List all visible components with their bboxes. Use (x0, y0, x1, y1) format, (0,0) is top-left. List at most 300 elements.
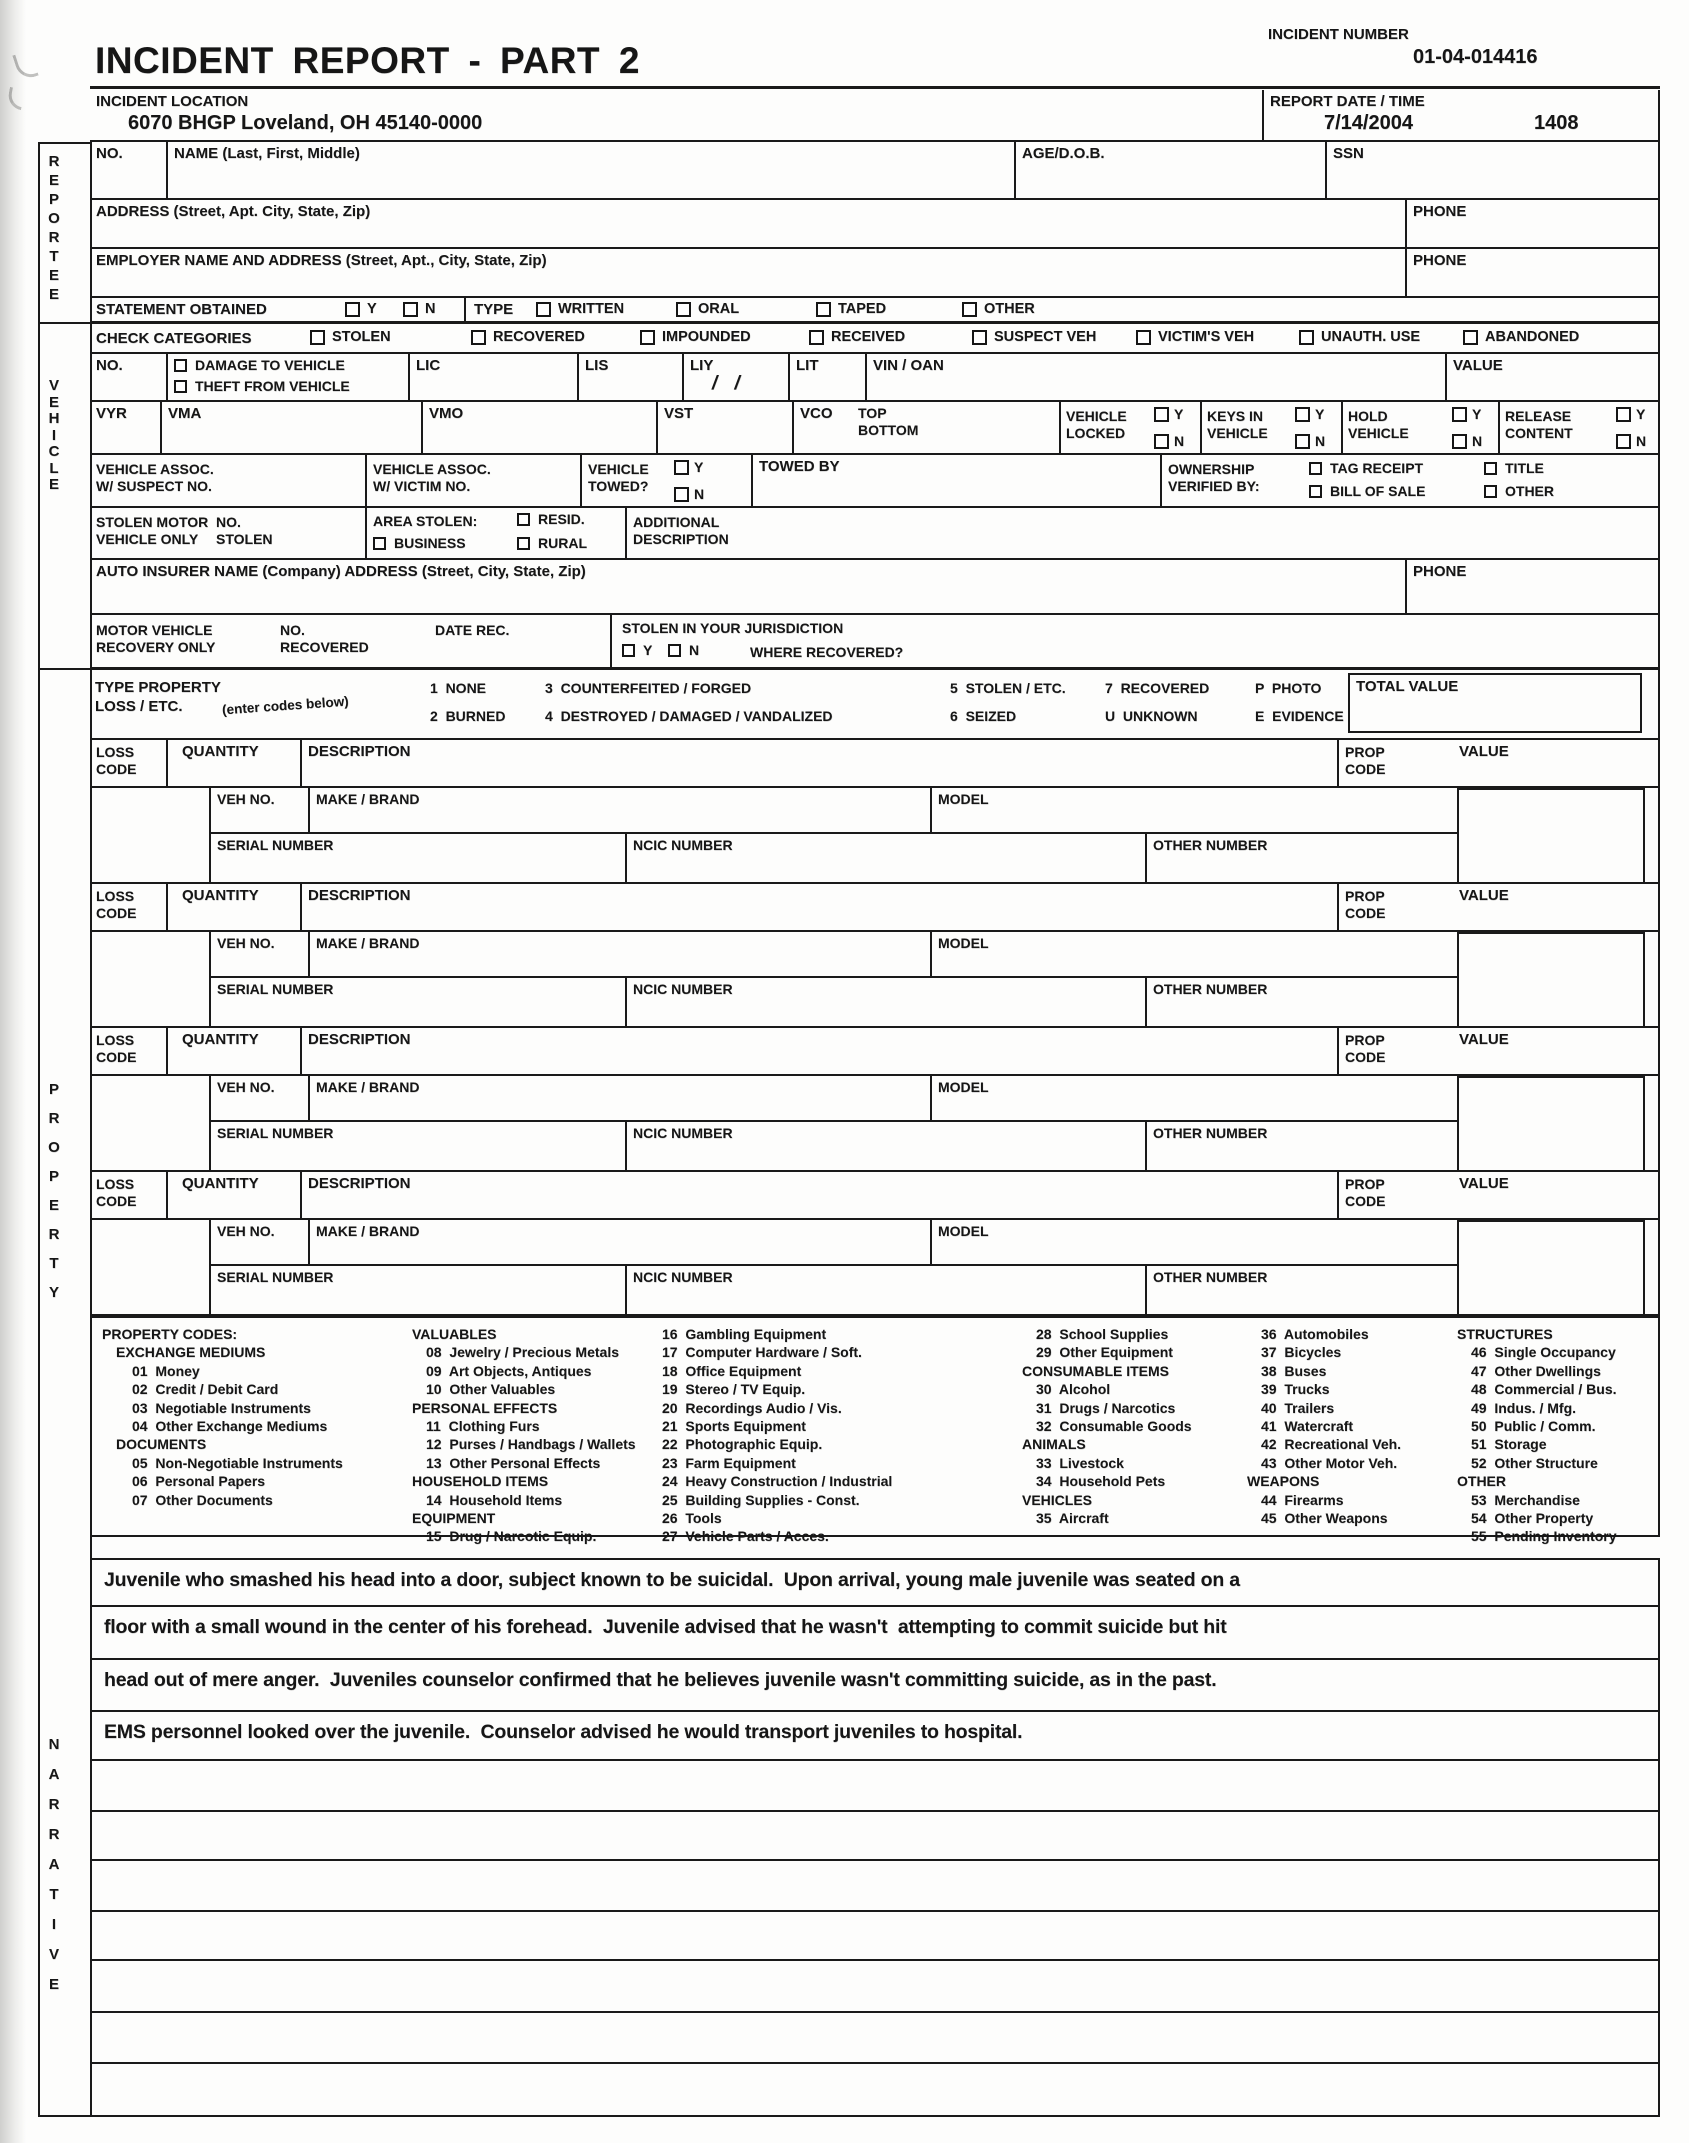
stolen-checkbox[interactable] (310, 330, 325, 345)
n-label: N (1315, 433, 1326, 449)
type-property-label (95, 678, 221, 716)
keys-label: KEYS IN (1207, 408, 1264, 424)
model-field[interactable] (930, 932, 1457, 978)
reportee-no-field[interactable] (90, 142, 166, 198)
y-label: Y (1472, 406, 1482, 422)
model-label: MODEL (938, 1223, 989, 1239)
legend-group: CONSUMABLE ITEMS (1022, 1362, 1169, 1379)
no-recovered-field[interactable] (280, 622, 369, 656)
other-checkbox[interactable] (1484, 485, 1497, 498)
lis-field[interactable] (577, 354, 682, 400)
property-block-veh-row (90, 1076, 1660, 1122)
ownership-verified-field[interactable] (1160, 455, 1305, 506)
narrative-blank-line (90, 2064, 1660, 2117)
locked-yes-checkbox[interactable] (1154, 407, 1169, 422)
rural-checkbox[interactable] (517, 537, 530, 550)
statement-obtained-row (90, 298, 1660, 324)
statement-other-checkbox[interactable] (962, 302, 977, 317)
prop-label: PROP (1345, 744, 1385, 760)
quantity-field[interactable] (166, 884, 300, 930)
veh-no-label: VEH NO. (217, 1079, 275, 1095)
resid-checkbox[interactable] (517, 513, 530, 526)
victims-veh-checkbox[interactable] (1136, 330, 1151, 345)
description-label: DESCRIPTION (308, 1031, 411, 1048)
legend-item: 37 Bicycles (1261, 1344, 1342, 1361)
other-option (1484, 483, 1554, 499)
statement-divider (464, 298, 466, 321)
ncic-number-label: NCIC NUMBER (633, 837, 733, 853)
release-no-checkbox[interactable] (1616, 434, 1631, 449)
incident-location-value: 6070 BHGP Loveland, OH 45140-0000 (128, 112, 483, 134)
make-brand-field[interactable] (308, 1220, 930, 1266)
vco-label: VCO (800, 405, 833, 422)
legend-item: 06 Personal Papers (132, 1473, 266, 1490)
vehicle-damage-theft-field (166, 354, 408, 400)
juris-yes-checkbox[interactable] (622, 644, 635, 657)
keys-yes (1295, 406, 1335, 422)
legend-item: 49 Indus. / Mfg. (1471, 1399, 1577, 1416)
keys-no-checkbox[interactable] (1295, 434, 1310, 449)
section-label-narrative: N A R R A T I V E (48, 1736, 60, 1993)
statement-oral-checkbox[interactable] (676, 302, 691, 317)
assoc-victim-field[interactable] (365, 455, 580, 506)
victims-veh-label: VICTIM'S VEH (1158, 329, 1255, 345)
prop-value-field[interactable] (1445, 1028, 1660, 1074)
enter-codes-note: (enter codes below) (221, 693, 350, 718)
damage-option (174, 357, 345, 373)
ncic-number-label: NCIC NUMBER (633, 1269, 733, 1285)
legend-column-2 (412, 1325, 636, 1546)
ncic-number-label: NCIC NUMBER (633, 1125, 733, 1141)
bill-of-sale-option (1309, 483, 1425, 499)
towed-label2: TOWED? (588, 478, 649, 494)
legend-column-3 (662, 1325, 892, 1546)
serial-number-label: SERIAL NUMBER (217, 837, 334, 853)
make-brand-field[interactable] (308, 932, 930, 978)
property-block-header (90, 1172, 1660, 1220)
statement-other-label: OTHER (984, 301, 1035, 317)
vco-field[interactable] (792, 402, 1059, 453)
stolen-motor-row (90, 508, 1660, 560)
prop-code-field[interactable] (1337, 1028, 1445, 1074)
theft-checkbox[interactable] (174, 380, 187, 393)
bill-of-sale-checkbox[interactable] (1309, 485, 1322, 498)
prop-label: PROP (1345, 1032, 1385, 1048)
model-field[interactable] (930, 788, 1457, 834)
reportee-employer-phone-field[interactable] (1405, 249, 1660, 296)
theft-option (174, 378, 350, 394)
legend-item: 27 Vehicle Parts / Acces. (662, 1528, 829, 1545)
vehicle-locked-label2: LOCKED (1066, 425, 1126, 441)
vehicle-value-field[interactable] (1445, 354, 1660, 400)
property-block-serial-row (90, 1266, 1660, 1316)
legend-item: 33 Livestock (1036, 1454, 1124, 1471)
prop-value-field[interactable] (1445, 884, 1660, 930)
other-number-label: OTHER NUMBER (1153, 1269, 1268, 1285)
top-bottom-label (858, 405, 918, 439)
narrative-blank-line (90, 1961, 1660, 2013)
ownership-label2: VERIFIED BY: (1168, 478, 1260, 494)
quantity-field[interactable] (166, 740, 300, 786)
prop-value-field[interactable] (1445, 740, 1660, 786)
juris-no-checkbox[interactable] (668, 644, 681, 657)
vyr-field[interactable] (90, 402, 160, 453)
incident-location-field[interactable] (90, 90, 1264, 140)
release-yes-checkbox[interactable] (1616, 407, 1631, 422)
model-label: MODEL (938, 935, 989, 951)
serial-number-field[interactable] (209, 834, 625, 882)
prop-code-field[interactable] (1337, 740, 1445, 786)
serial-number-label: SERIAL NUMBER (217, 1125, 334, 1141)
type-property-line2: LOSS / ETC. (95, 698, 183, 715)
legend-item: 43 Other Motor Veh. (1261, 1454, 1398, 1471)
towed-no-checkbox[interactable] (674, 487, 689, 502)
legend-group: PERSONAL EFFECTS (412, 1399, 558, 1416)
damage-label: DAMAGE TO VEHICLE (195, 357, 345, 373)
total-value-field[interactable] (1348, 673, 1642, 733)
legend-item: 15 Drug / Narcotic Equip. (426, 1528, 597, 1545)
received-checkbox[interactable] (809, 330, 824, 345)
legend-title: PROPERTY CODES: (102, 1326, 238, 1342)
veh-no-field[interactable] (209, 1076, 308, 1122)
prop-value-label: VALUE (1459, 1031, 1509, 1048)
vehicle-id-row (90, 354, 1660, 402)
vin-oan-field[interactable] (865, 354, 1445, 400)
model-field[interactable] (930, 1076, 1457, 1122)
loss-label2: CODE (96, 1193, 137, 1209)
check-categories-label: CHECK CATEGORIES (96, 330, 252, 347)
report-time-value: 1408 (1534, 112, 1579, 134)
legend-group: STRUCTURES (1457, 1326, 1553, 1342)
vehicle-value-label: VALUE (1453, 357, 1503, 374)
locked-no-checkbox[interactable] (1154, 434, 1169, 449)
date-rec-label[interactable]: DATE REC. (435, 622, 510, 638)
legend-item: 53 Merchandise (1471, 1491, 1580, 1508)
code-none: 1 NONE (430, 680, 487, 696)
reportee-phone-field[interactable] (1405, 200, 1660, 247)
additional-label2: DESCRIPTION (633, 531, 729, 547)
suspect-veh-checkbox[interactable] (972, 330, 987, 345)
title-checkbox[interactable] (1484, 462, 1497, 475)
towed-label: VEHICLE (588, 461, 649, 477)
legend-item: 30 Alcohol (1036, 1381, 1111, 1398)
other-number-field[interactable] (1145, 834, 1457, 882)
ncic-number-field[interactable] (625, 834, 1145, 882)
towed-yes-checkbox[interactable] (674, 460, 689, 475)
quantity-label: QUANTITY (182, 887, 259, 904)
reportee-age-dob-field[interactable] (1014, 142, 1325, 198)
incident-number-value: 01-04-014416 (1413, 46, 1538, 68)
insurer-phone-field[interactable] (1405, 560, 1660, 613)
legend-item: 22 Photographic Equip. (662, 1436, 823, 1453)
legend-item: 10 Other Valuables (426, 1381, 556, 1398)
recovery-divider (610, 615, 612, 667)
y-label: Y (1174, 406, 1184, 422)
make-brand-label: MAKE / BRAND (316, 935, 420, 951)
legend-group: EQUIPMENT (412, 1510, 496, 1527)
narrative-blank-line (90, 1861, 1660, 1912)
rural-option (517, 535, 587, 551)
property-block-serial-row (90, 834, 1660, 884)
release-no (1616, 433, 1656, 449)
loss-code-field[interactable] (90, 740, 166, 786)
serial-number-label: SERIAL NUMBER (217, 1269, 334, 1285)
loss-label2: CODE (96, 761, 137, 777)
quantity-label: QUANTITY (182, 1175, 259, 1192)
n-label: N (1174, 433, 1185, 449)
lic-field[interactable] (408, 354, 577, 400)
recovery-label: MOTOR VEHICLE (96, 622, 213, 638)
reportee-ssn-label: SSN (1333, 145, 1364, 162)
category-abandoned (1463, 329, 1579, 345)
make-brand-label: MAKE / BRAND (316, 791, 420, 807)
prop-value-label: VALUE (1459, 887, 1509, 904)
n-label: N (1472, 433, 1483, 449)
statement-yes-label: Y (367, 301, 377, 317)
description-field[interactable] (300, 1028, 1337, 1074)
quantity-field[interactable] (166, 1028, 300, 1074)
statement-yes-checkbox[interactable] (345, 302, 360, 317)
n-label: N (1636, 433, 1647, 449)
code-unknown: U UNKNOWN (1105, 708, 1198, 724)
hold-no-checkbox[interactable] (1452, 434, 1467, 449)
statement-obtained-label: STATEMENT OBTAINED (96, 301, 267, 318)
prop-value-label: VALUE (1459, 743, 1509, 760)
reportee-ssn-field[interactable] (1325, 142, 1660, 198)
statement-other-option (962, 301, 1035, 317)
hold-yes (1452, 406, 1492, 422)
category-recovered (471, 329, 585, 345)
prop-code-field[interactable] (1337, 884, 1445, 930)
prop-value-field[interactable] (1445, 1172, 1660, 1218)
liy-field[interactable] (682, 354, 788, 400)
veh-no-field[interactable] (209, 932, 308, 978)
legend-group: EXCHANGE MEDIUMS (116, 1344, 266, 1361)
legend-item: 45 Other Weapons (1261, 1510, 1388, 1527)
legend-group: VALUABLES (412, 1326, 497, 1342)
mv-recovery-row (90, 615, 1660, 670)
serial-number-field[interactable] (209, 1122, 625, 1170)
impounded-label: IMPOUNDED (662, 329, 751, 345)
damage-checkbox[interactable] (174, 359, 187, 372)
vmo-field[interactable] (421, 402, 656, 453)
make-brand-field[interactable] (308, 1076, 930, 1122)
impounded-checkbox[interactable] (640, 330, 655, 345)
veh-no-field[interactable] (209, 788, 308, 834)
no-stolen-field[interactable] (216, 514, 273, 548)
assoc-victim-label: VEHICLE ASSOC. (373, 461, 491, 477)
legend-item: 47 Other Dwellings (1471, 1362, 1601, 1379)
report-datetime-label: REPORT DATE / TIME (1270, 93, 1425, 110)
stolen-motor-label: STOLEN MOTOR (96, 514, 209, 530)
prop-label: PROP (1345, 888, 1385, 904)
tag-receipt-option (1309, 460, 1423, 476)
recovered-checkbox[interactable] (471, 330, 486, 345)
loss-code-field[interactable] (90, 1172, 166, 1218)
reportee-employer-field[interactable] (90, 249, 1405, 296)
property-block-header (90, 740, 1660, 788)
title-other-field (1480, 455, 1660, 506)
legend-item: 09 Art Objects, Antiques (426, 1362, 592, 1379)
reportee-name-field[interactable] (166, 142, 1014, 198)
legend-item: 50 Public / Comm. (1471, 1418, 1596, 1435)
auto-insurer-row (90, 560, 1660, 615)
category-impounded (640, 329, 751, 345)
legend-item: 46 Single Occupancy (1471, 1344, 1616, 1361)
ncic-number-field[interactable] (625, 1266, 1145, 1314)
reportee-name-label: NAME (Last, First, Middle) (174, 145, 360, 162)
legend-item: 26 Tools (662, 1510, 722, 1527)
loss-code-field[interactable] (90, 1028, 166, 1074)
insurer-phone-label: PHONE (1413, 563, 1467, 580)
y-label: Y (1636, 406, 1646, 422)
statement-oral-option (676, 301, 739, 317)
ownership-label: OWNERSHIP (1168, 461, 1255, 477)
n-label: N (689, 642, 700, 658)
vmo-label: VMO (429, 405, 464, 422)
legend-group: OTHER (1457, 1473, 1506, 1490)
code-recovered: 7 RECOVERED (1105, 680, 1210, 696)
assoc-suspect-field[interactable] (90, 455, 365, 506)
ncic-number-field[interactable] (625, 1122, 1145, 1170)
other-number-field[interactable] (1145, 1266, 1457, 1314)
towed-by-field[interactable] (751, 455, 1160, 506)
hold-yes-checkbox[interactable] (1452, 407, 1467, 422)
quantity-field[interactable] (166, 1172, 300, 1218)
where-recovered-label[interactable]: WHERE RECOVERED? (750, 644, 904, 660)
model-field[interactable] (930, 1220, 1457, 1266)
towed-yes (674, 459, 718, 475)
reportee-address-field[interactable] (90, 200, 1405, 247)
tag-receipt-checkbox[interactable] (1309, 462, 1322, 475)
serial-number-field[interactable] (209, 1266, 625, 1314)
page-title: INCIDENT REPORT - PART 2 (95, 40, 640, 81)
unauth-use-checkbox[interactable] (1299, 330, 1314, 345)
legend-item: 32 Consumable Goods (1036, 1418, 1192, 1435)
towed-by-label: TOWED BY (759, 458, 840, 475)
narrative-blank-line (90, 1812, 1660, 1861)
property-codes-legend (90, 1316, 1660, 1545)
lit-field[interactable] (788, 354, 865, 400)
legend-column-5 (1247, 1325, 1401, 1527)
area-stolen-field (365, 508, 625, 558)
legend-item: 25 Building Supplies - Const. (662, 1491, 860, 1508)
veh-no-field[interactable] (209, 1220, 308, 1266)
no-recovered-label: NO. (280, 622, 305, 638)
location-row (90, 90, 1660, 142)
legend-item: 55 Pending Inventory (1471, 1528, 1617, 1545)
legend-item: 28 School Supplies (1036, 1326, 1169, 1342)
reportee-address-row (90, 200, 1660, 249)
other-number-label: OTHER NUMBER (1153, 837, 1268, 853)
legend-item: 07 Other Documents (132, 1491, 273, 1508)
vst-label: VST (664, 405, 694, 422)
statement-oral-label: ORAL (698, 301, 740, 317)
statement-taped-checkbox[interactable] (816, 302, 831, 317)
liy-value: / / (712, 373, 746, 394)
stolen-motor-field (90, 508, 365, 558)
top-label: TOP (858, 405, 887, 421)
vst-field[interactable] (656, 402, 792, 453)
property-block-header (90, 1028, 1660, 1076)
loss-code-field[interactable] (90, 884, 166, 930)
legend-item: 31 Drugs / Narcotics (1036, 1399, 1176, 1416)
n-label: N (694, 486, 705, 502)
code-seized: 6 SEIZED (950, 708, 1017, 724)
model-label: MODEL (938, 791, 989, 807)
description-field[interactable] (300, 884, 1337, 930)
keys-yes-checkbox[interactable] (1295, 407, 1310, 422)
prop-value-label: VALUE (1459, 1175, 1509, 1192)
vma-field[interactable] (160, 402, 421, 453)
description-label: DESCRIPTION (308, 887, 411, 904)
vyr-label: VYR (96, 405, 127, 422)
legend-item: 41 Watercraft (1261, 1418, 1354, 1435)
statement-no-checkbox[interactable] (403, 302, 418, 317)
legend-group: ANIMALS (1022, 1436, 1086, 1453)
stolen-motor-label2: VEHICLE ONLY (96, 531, 199, 547)
lis-label: LIS (585, 357, 609, 374)
prop-label2: CODE (1345, 761, 1386, 777)
additional-description-field[interactable] (625, 508, 1660, 558)
legend-item: 04 Other Exchange Mediums (132, 1418, 328, 1435)
make-brand-field[interactable] (308, 788, 930, 834)
description-label: DESCRIPTION (308, 743, 411, 760)
veh-no-label: VEH NO. (217, 935, 275, 951)
legend-item: 29 Other Equipment (1036, 1344, 1173, 1361)
business-label: BUSINESS (394, 535, 466, 551)
business-checkbox[interactable] (373, 537, 386, 550)
legend-item: 52 Other Structure (1471, 1454, 1598, 1471)
statement-written-label: WRITTEN (558, 301, 625, 317)
reportee-no-label: NO. (96, 145, 123, 162)
prop-label: PROP (1345, 1176, 1385, 1192)
release-label2: CONTENT (1505, 425, 1573, 441)
legend-item: 13 Other Personal Effects (426, 1454, 601, 1471)
other-number-field[interactable] (1145, 978, 1457, 1026)
vehicle-no-field[interactable] (90, 354, 166, 400)
property-block-header (90, 884, 1660, 932)
legend-item: 54 Other Property (1471, 1510, 1594, 1527)
ncic-number-field[interactable] (625, 978, 1145, 1026)
rail-bottom-border (38, 2115, 90, 2117)
other-number-label: OTHER NUMBER (1153, 1125, 1268, 1141)
statement-no-label: N (425, 301, 436, 317)
auto-insurer-field[interactable] (90, 560, 1405, 613)
outer-left-border (38, 142, 40, 2117)
legend-item: 42 Recreational Veh. (1261, 1436, 1402, 1453)
description-field[interactable] (300, 1172, 1337, 1218)
loss-label2: CODE (96, 905, 137, 921)
title-underline (90, 86, 1660, 89)
make-brand-label: MAKE / BRAND (316, 1079, 420, 1095)
prop-code-field[interactable] (1337, 1172, 1445, 1218)
description-field[interactable] (300, 740, 1337, 786)
statement-written-checkbox[interactable] (536, 302, 551, 317)
tag-bill-field (1305, 455, 1480, 506)
bill-of-sale-label: BILL OF SALE (1330, 483, 1426, 499)
legend-item: 20 Recordings Audio / Vis. (662, 1399, 842, 1416)
abandoned-checkbox[interactable] (1463, 330, 1478, 345)
other-number-field[interactable] (1145, 1122, 1457, 1170)
report-datetime-field[interactable] (1264, 90, 1660, 140)
property-block-serial-row (90, 1122, 1660, 1172)
property-block-veh-row (90, 932, 1660, 978)
title-label: TITLE (1505, 460, 1544, 476)
serial-number-field[interactable] (209, 978, 625, 1026)
business-option (373, 535, 466, 551)
prop-label2: CODE (1345, 1049, 1386, 1065)
